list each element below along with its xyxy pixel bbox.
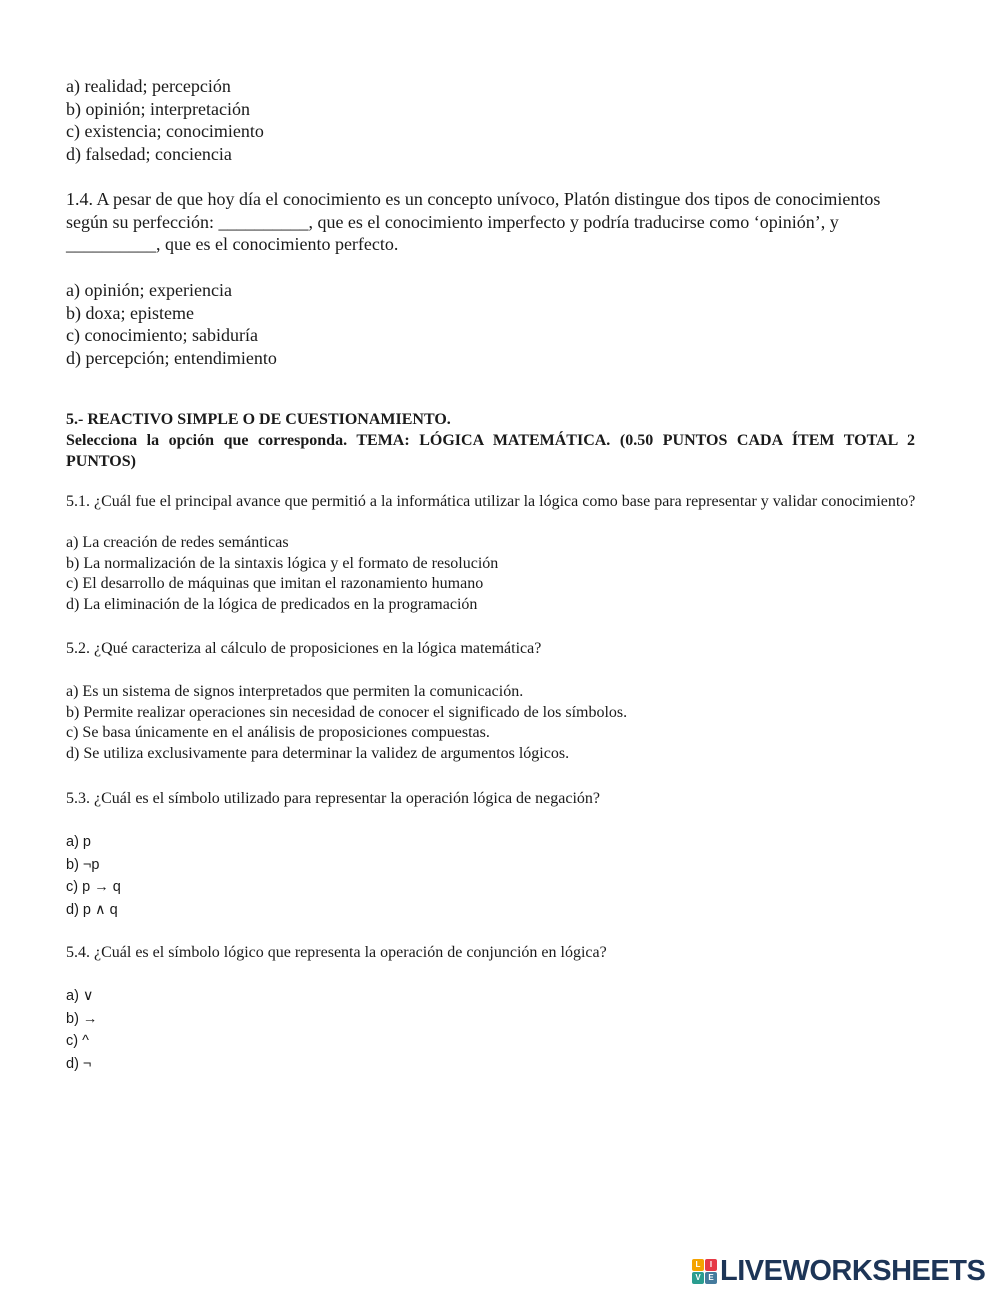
q5-3-option-d: d) p ∧ q bbox=[66, 901, 118, 918]
q5-4-option-a: a) ∨ bbox=[66, 988, 94, 1004]
q1-3-option-a: a) realidad; percepción bbox=[66, 76, 231, 96]
q5-2-option-b: b) Permite realizar operaciones sin necesidad de conocer el significado de los símbolos. bbox=[66, 703, 628, 721]
logo-mark-e: E bbox=[705, 1272, 717, 1284]
q5-2-options bbox=[66, 682, 916, 764]
liveworksheets-logo-text: LIVEWORKSHEETS bbox=[720, 1254, 986, 1287]
q5-3-option-b: b) ¬p bbox=[66, 856, 100, 873]
liveworksheets-logo bbox=[692, 1255, 985, 1287]
q5-1-option-d: d) La eliminación de la lógica de predicados en la programación bbox=[66, 595, 478, 613]
q5-3-option-a: a) p bbox=[66, 834, 91, 850]
q5-1-option-b: b) La normalización de la sintaxis lógica y el formato de resolución bbox=[66, 554, 499, 572]
section-5-heading: 5.- REACTIVO SIMPLE O DE CUESTIONAMIENTO. bbox=[66, 411, 451, 428]
section-5-header bbox=[66, 409, 915, 472]
q1-4-stem: 1.4. A pesar de que hoy día el conocimiento es un concepto unívoco, Platón distingue dos tipos de conocimientos según su perfección: __________, que es el conocimiento imperfecto y podría traducirse como ‘opinión’, y __________, que es el conocimiento perfecto. bbox=[66, 189, 881, 254]
q5-4-option-d: d) ¬ bbox=[66, 1055, 92, 1072]
q5-1-options bbox=[66, 533, 916, 615]
q5-2-stem: 5.2. ¿Qué caracteriza al cálculo de proposiciones en la lógica matemática? bbox=[66, 640, 542, 657]
q1-4-option-c: c) conocimiento; sabiduría bbox=[66, 325, 258, 346]
logo-mark-i: I bbox=[705, 1259, 717, 1271]
q5-3-options bbox=[66, 831, 916, 921]
q1-4-options bbox=[66, 279, 916, 369]
q1-4-option-a: a) opinión; experiencia bbox=[66, 280, 232, 300]
q1-3-option-d: d) falsedad; conciencia bbox=[66, 143, 232, 164]
q5-1-stem: 5.1. ¿Cuál fue el principal avance que permitió a la informática utilizar la lógica como base para representar y validar conocimiento? bbox=[66, 493, 916, 510]
q5-4-stem: 5.4. ¿Cuál es el símbolo lógico que representa la operación de conjunción en lógica? bbox=[66, 944, 607, 961]
q5-4-option-b: b) → bbox=[66, 1010, 98, 1027]
logo-mark-l: L bbox=[692, 1259, 704, 1271]
q1-4-option-d: d) percepción; entendimiento bbox=[66, 347, 277, 368]
q5-4-options bbox=[66, 985, 916, 1075]
q5-2-option-a: a) Es un sistema de signos interpretados que permiten la comunicación. bbox=[66, 683, 524, 700]
q5-3-stem: 5.3. ¿Cuál es el símbolo utilizado para representar la operación lógica de negación? bbox=[66, 790, 601, 807]
q1-3-option-c: c) existencia; conocimiento bbox=[66, 121, 264, 142]
q1-4-option-b: b) doxa; episteme bbox=[66, 302, 194, 323]
section-5-instructions: Selecciona la opción que corresponda. TEMA: LÓGICA MATEMÁTICA. (0.50 PUNTOS CADA ÍTEM TOTAL 2 PUNTOS) bbox=[66, 432, 915, 470]
q5-1-option-c: c) El desarrollo de máquinas que imitan el razonamiento humano bbox=[66, 575, 484, 593]
q5-2-option-c: c) Se basa únicamente en el análisis de proposiciones compuestas. bbox=[66, 724, 490, 742]
q5-1-option-a: a) La creación de redes semánticas bbox=[66, 534, 289, 551]
liveworksheets-logo-icon bbox=[692, 1259, 717, 1284]
q1-3-options bbox=[66, 75, 916, 165]
q1-3-option-b: b) opinión; interpretación bbox=[66, 98, 250, 119]
q5-2-option-d: d) Se utiliza exclusivamente para determinar la validez de argumentos lógicos. bbox=[66, 744, 570, 762]
q5-4-option-c: c) ^ bbox=[66, 1033, 89, 1049]
q5-3-option-c: c) p → q bbox=[66, 879, 121, 895]
logo-mark-v: V bbox=[692, 1272, 704, 1284]
